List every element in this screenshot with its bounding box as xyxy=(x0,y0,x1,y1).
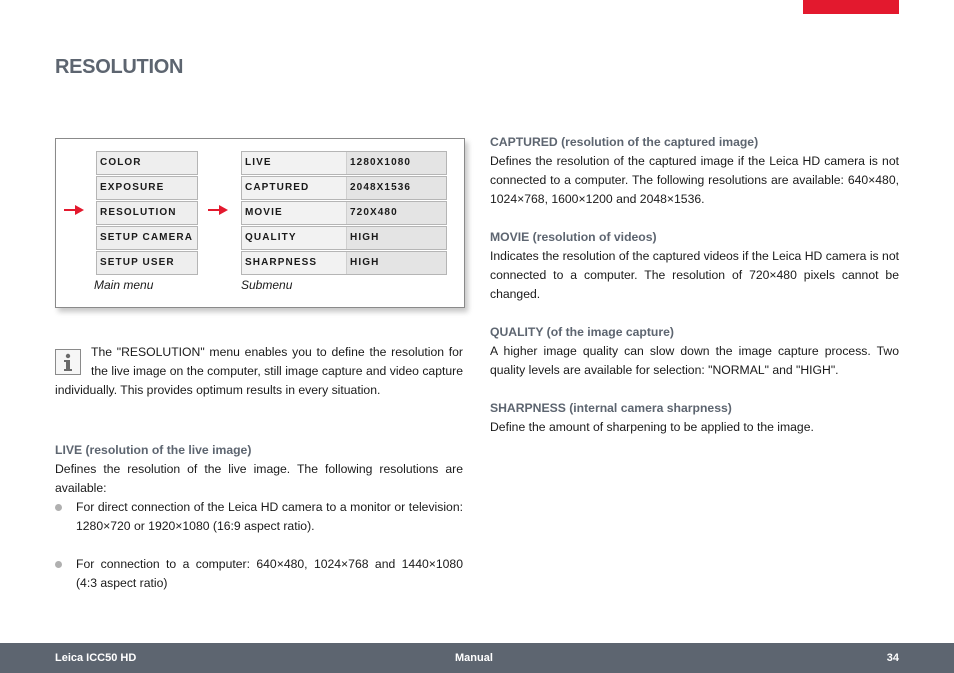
movie-section xyxy=(490,228,899,304)
info-note-text: The "RESOLUTION" menu enables you to define the resolution for the live image on the computer, still image capture and video capture individually. This provides optimum results in every situation. xyxy=(55,345,463,397)
main-menu xyxy=(96,151,198,276)
submenu-row: MOVIE 720X480 xyxy=(241,201,447,225)
movie-text: Indicates the resolution of the captured videos if the Leica HD camera is not connected to a computer. The resolution of 720×480 pixels cannot be changed. xyxy=(490,249,899,301)
footer-doc-type: Manual xyxy=(455,652,493,664)
sharpness-heading: SHARPNESS (internal camera sharpness) xyxy=(490,401,732,415)
page-footer xyxy=(0,643,954,673)
movie-heading: MOVIE (resolution of videos) xyxy=(490,230,657,244)
submenu-row: SHARPNESS HIGH xyxy=(241,251,447,275)
captured-section xyxy=(490,133,899,209)
live-bullet: For connection to a computer: 640×480, 1024×768 and 1440×1080 (4:3 aspect ratio) xyxy=(55,555,463,593)
main-menu-item: COLOR xyxy=(96,151,198,175)
captured-text: Defines the resolution of the captured image if the Leica HD camera is not connected to a computer. The following resolutions are available: 640×480, 1024×768, 1600×1200 and 2048×1536. xyxy=(490,154,899,206)
menu-figure xyxy=(55,138,465,308)
main-menu-item: SETUP USER xyxy=(96,251,198,275)
quality-heading: QUALITY (of the image capture) xyxy=(490,325,674,339)
info-icon xyxy=(55,349,81,375)
sharpness-text: Define the amount of sharpening to be applied to the image. xyxy=(490,420,814,434)
sharpness-section xyxy=(490,399,899,437)
quality-text: A higher image quality can slow down the image capture process. Two quality levels are available for selection: "NORMAL" and "HIGH". xyxy=(490,344,899,377)
submenu-row: LIVE 1280X1080 xyxy=(241,151,447,175)
right-column xyxy=(490,133,899,456)
submenu-row: CAPTURED 2048X1536 xyxy=(241,176,447,200)
main-menu-caption: Main menu xyxy=(94,278,154,292)
page-title: RESOLUTION xyxy=(55,56,184,78)
live-heading: LIVE (resolution of the live image) xyxy=(55,443,252,457)
page-number: 34 xyxy=(886,652,899,664)
live-text: Defines the resolution of the live image. The following resolutions are available: xyxy=(55,462,463,495)
submenu-row: QUALITY HIGH xyxy=(241,226,447,250)
submenu-caption: Submenu xyxy=(241,278,293,292)
captured-heading: CAPTURED (resolution of the captured image) xyxy=(490,135,759,149)
info-note xyxy=(55,343,463,400)
main-menu-item-selected: RESOLUTION xyxy=(96,201,198,225)
red-accent-tab xyxy=(803,0,899,14)
main-menu-item: SETUP CAMERA xyxy=(96,226,198,250)
footer-product: Leica ICC50 HD xyxy=(55,652,137,664)
red-arrow-right-icon xyxy=(208,205,228,215)
live-bullet: For direct connection of the Leica HD camera to a monitor or television: 1280×720 or 1920×1080 (16:9 aspect ratio). xyxy=(55,498,463,536)
left-column xyxy=(55,441,463,593)
red-arrow-right-icon xyxy=(64,205,84,215)
main-menu-item: EXPOSURE xyxy=(96,176,198,200)
submenu xyxy=(241,151,447,276)
quality-section xyxy=(490,323,899,380)
